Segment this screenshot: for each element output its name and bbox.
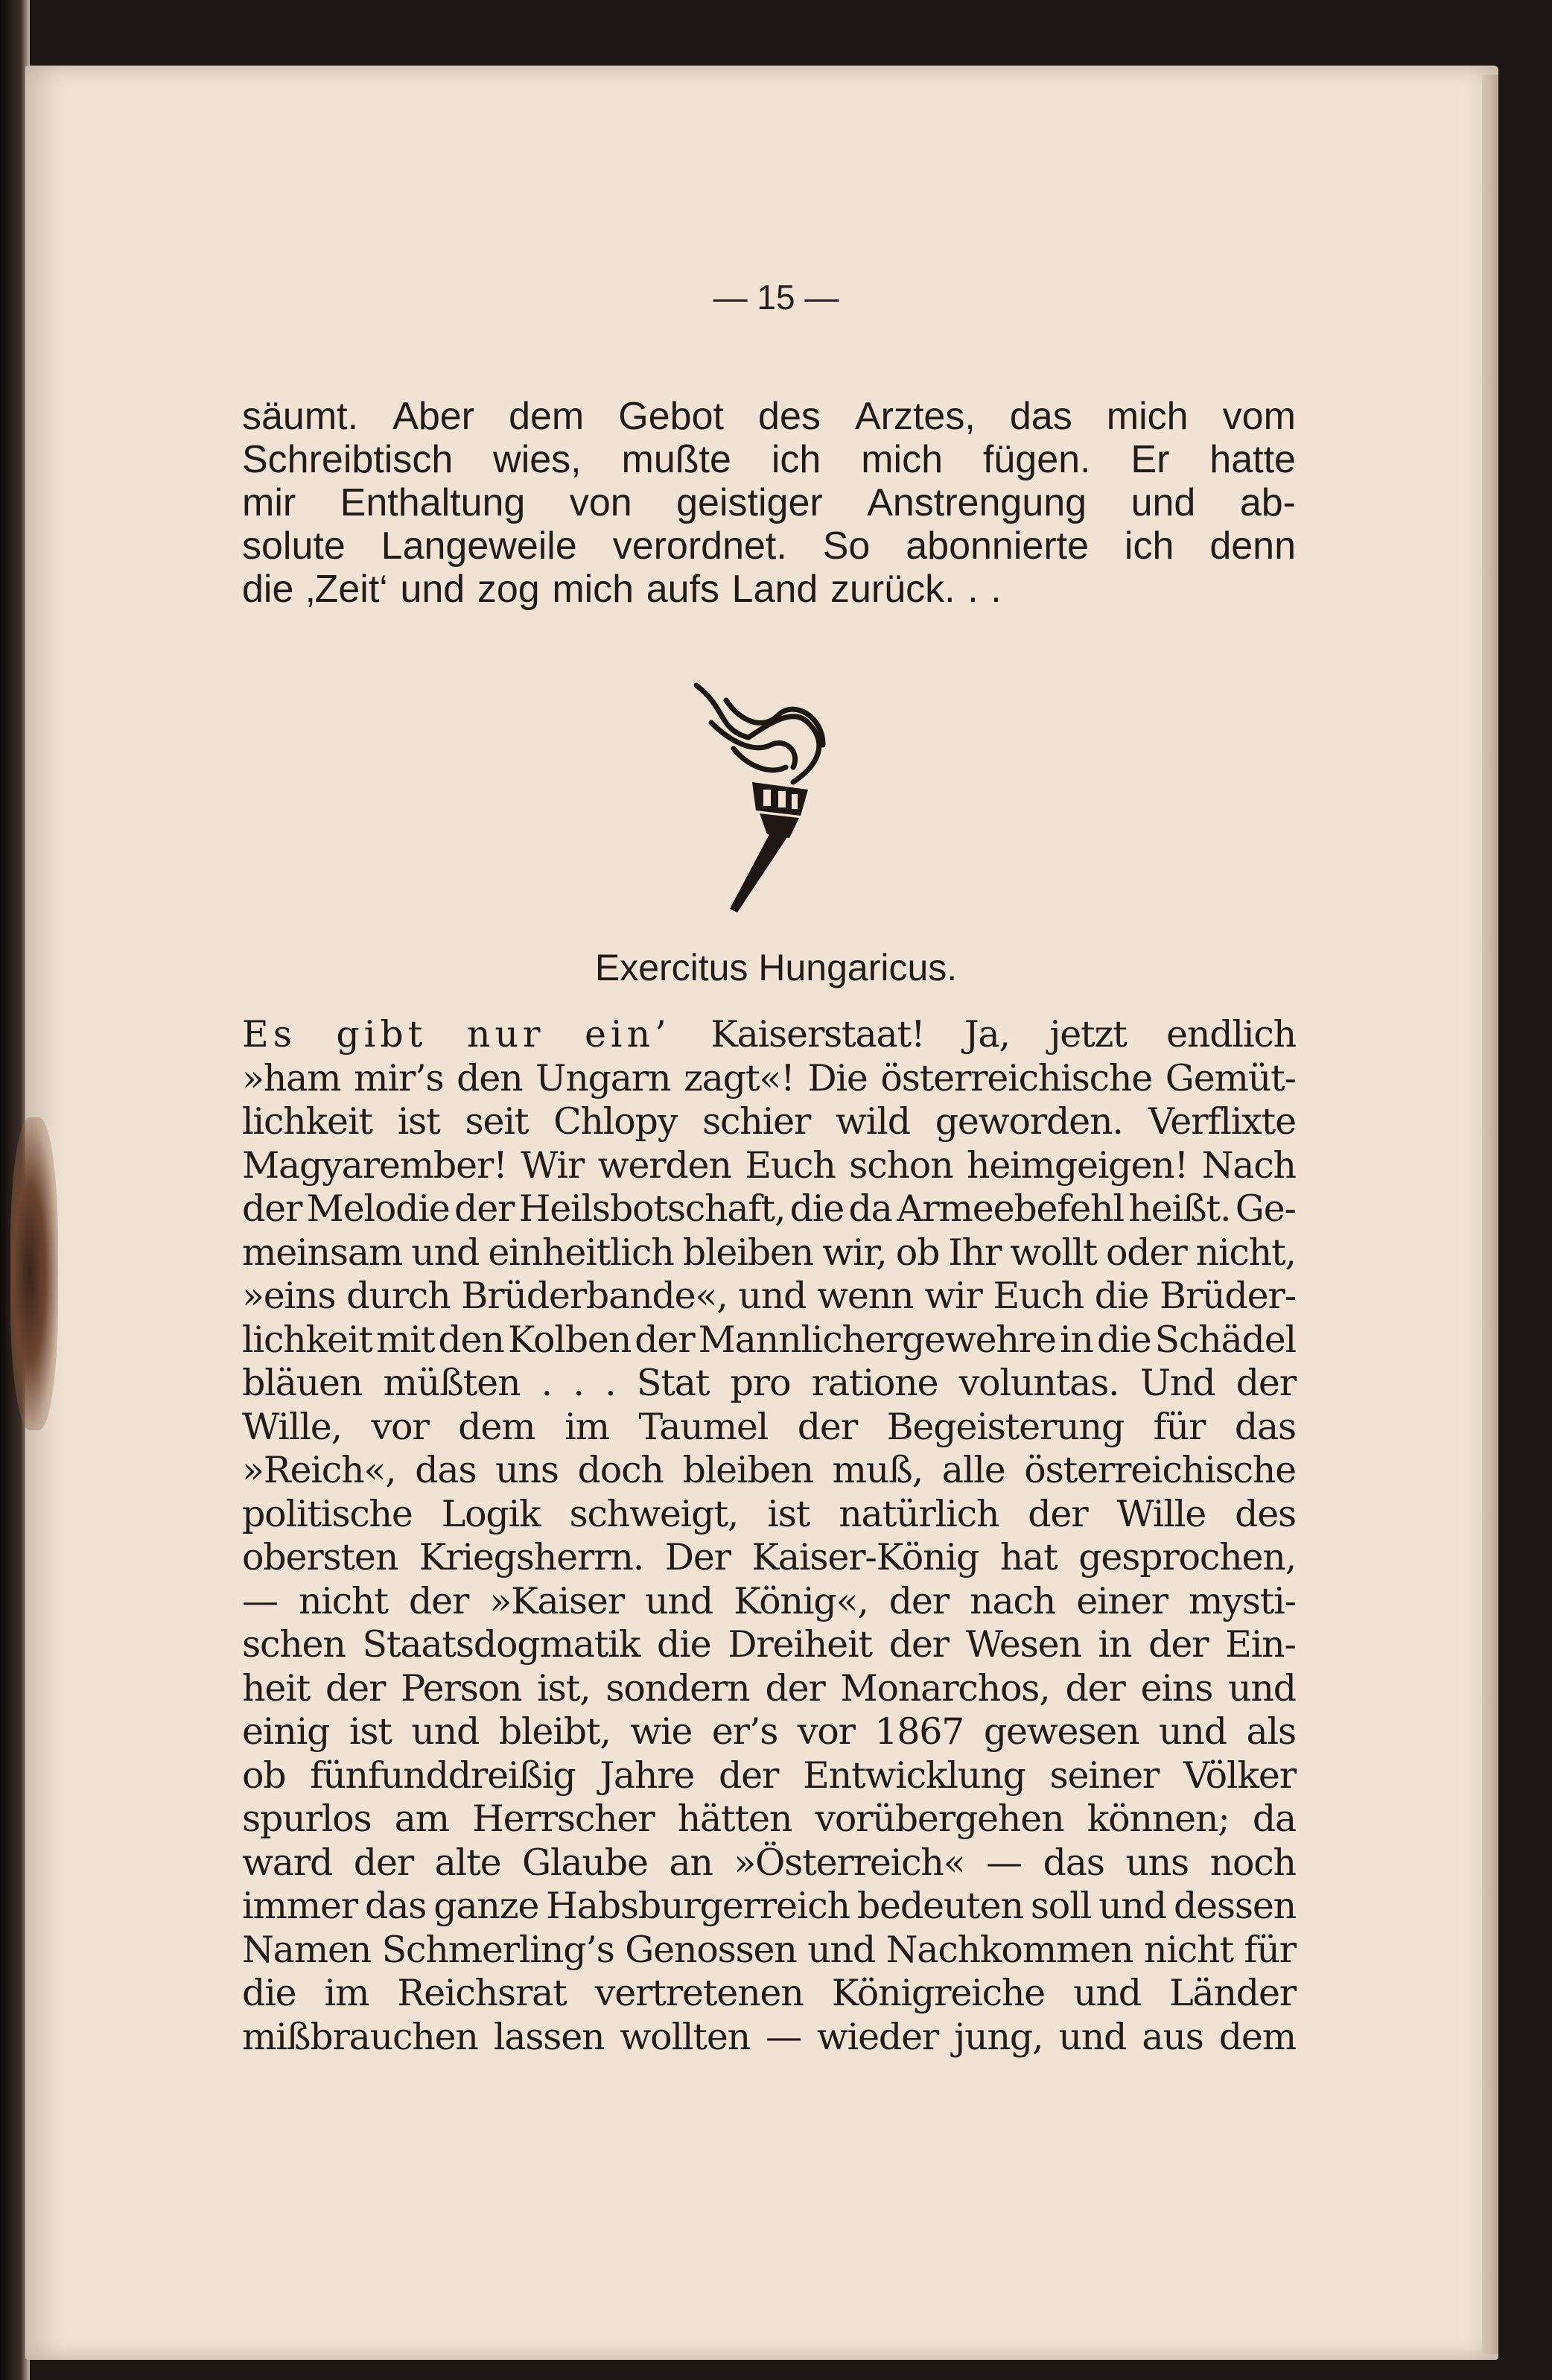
text-line: immer das ganze Habsburgerreich bedeuten soll und dessen bbox=[242, 1885, 1296, 1927]
binding-stain bbox=[10, 1117, 58, 1430]
text-line: ward der alte Glaube an »Österreich« — das uns noch bbox=[242, 1841, 1296, 1884]
text-line: ob fünfunddreißig Jahre der Entwicklung seiner Völker bbox=[242, 1754, 1296, 1797]
paragraph-intro bbox=[242, 395, 1296, 611]
page-number: — 15 — bbox=[713, 278, 839, 317]
text-line: »Reich«, das uns doch bleiben muß, alle österreichische bbox=[242, 1449, 1296, 1491]
text-line: Magyarember! Wir werden Euch schon heimgeigen! Nach bbox=[242, 1143, 1296, 1187]
text-line: meinsam und einheitlich bleiben wir, ob Ihr wollt oder nicht, bbox=[242, 1231, 1296, 1274]
text-line: heit der Person ist, sondern der Monarchos, der eins und bbox=[242, 1666, 1296, 1710]
text-line: bläuen müßten . . . Stat pro ratione voluntas. Und der bbox=[242, 1362, 1296, 1404]
page-edge bbox=[1482, 74, 1498, 2354]
text-line: Wille, vor dem im Taumel der Begeisterung für das bbox=[242, 1405, 1296, 1448]
text-line: »eins durch Brüderbande«, und wenn wir Euch die Brüder- bbox=[242, 1275, 1296, 1317]
text-line: mißbrauchen lassen wollten — wieder jung, und aus dem bbox=[242, 2015, 1296, 2058]
text-line: obersten Kriegsherrn. Der Kaiser-König hat gesprochen, bbox=[242, 1536, 1296, 1578]
text-line: lichkeit ist seit Chlopy schier wild geworden. Verflixte bbox=[242, 1100, 1296, 1143]
paragraph-main bbox=[242, 1013, 1296, 2059]
text-line: mir Enthaltung von geistiger Anstrengung und ab- bbox=[242, 481, 1296, 524]
text-line: Namen Schmerling’s Genossen und Nachkommen nicht für bbox=[242, 1928, 1296, 1971]
text-line: solute Langeweile verordnet. So abonnierte ich denn bbox=[242, 524, 1296, 568]
text-line: die im Reichsrat vertretenen Königreiche und Länder bbox=[242, 1972, 1296, 2014]
text-line: Schreibtisch wies, mußte ich mich fügen. Er hatte bbox=[242, 438, 1296, 481]
text-line: der Melodie der Heilsbotschaft, die da Armeebefehl heißt. Ge- bbox=[242, 1187, 1296, 1230]
text-line: politische Logik schweigt, ist natürlich der Wille des bbox=[242, 1492, 1296, 1535]
text-line: säumt. Aber dem Gebot des Arztes, das mich vom bbox=[242, 395, 1296, 438]
text-line: lichkeit mit den Kolben der Mannlichergewehre in die Schädel bbox=[242, 1318, 1296, 1361]
section-heading: Exercitus Hungaricus. bbox=[594, 947, 958, 989]
text-line: Es gibt nur ein’ Kaiserstaat! Ja, jetzt endlich bbox=[242, 1013, 1296, 1056]
text-line: die ‚Zeit‘ und zog mich aufs Land zurück. . . bbox=[242, 568, 1002, 611]
text-line: — nicht der »Kaiser und König«, der nach einer mysti- bbox=[242, 1579, 1296, 1622]
torch-icon bbox=[681, 678, 853, 924]
text-line: spurlos am Herrscher hätten vorübergehen können; da bbox=[242, 1797, 1296, 1840]
text-line: schen Staatsdogmatik die Dreiheit der Wesen in der Ein- bbox=[242, 1623, 1296, 1666]
text-line: einig ist und bleibt, wie er’s vor 1867 gewesen und als bbox=[242, 1710, 1296, 1753]
text-line: »ham mir’s den Ungarn zagt«! Die österreichische Gemüt- bbox=[242, 1056, 1296, 1099]
